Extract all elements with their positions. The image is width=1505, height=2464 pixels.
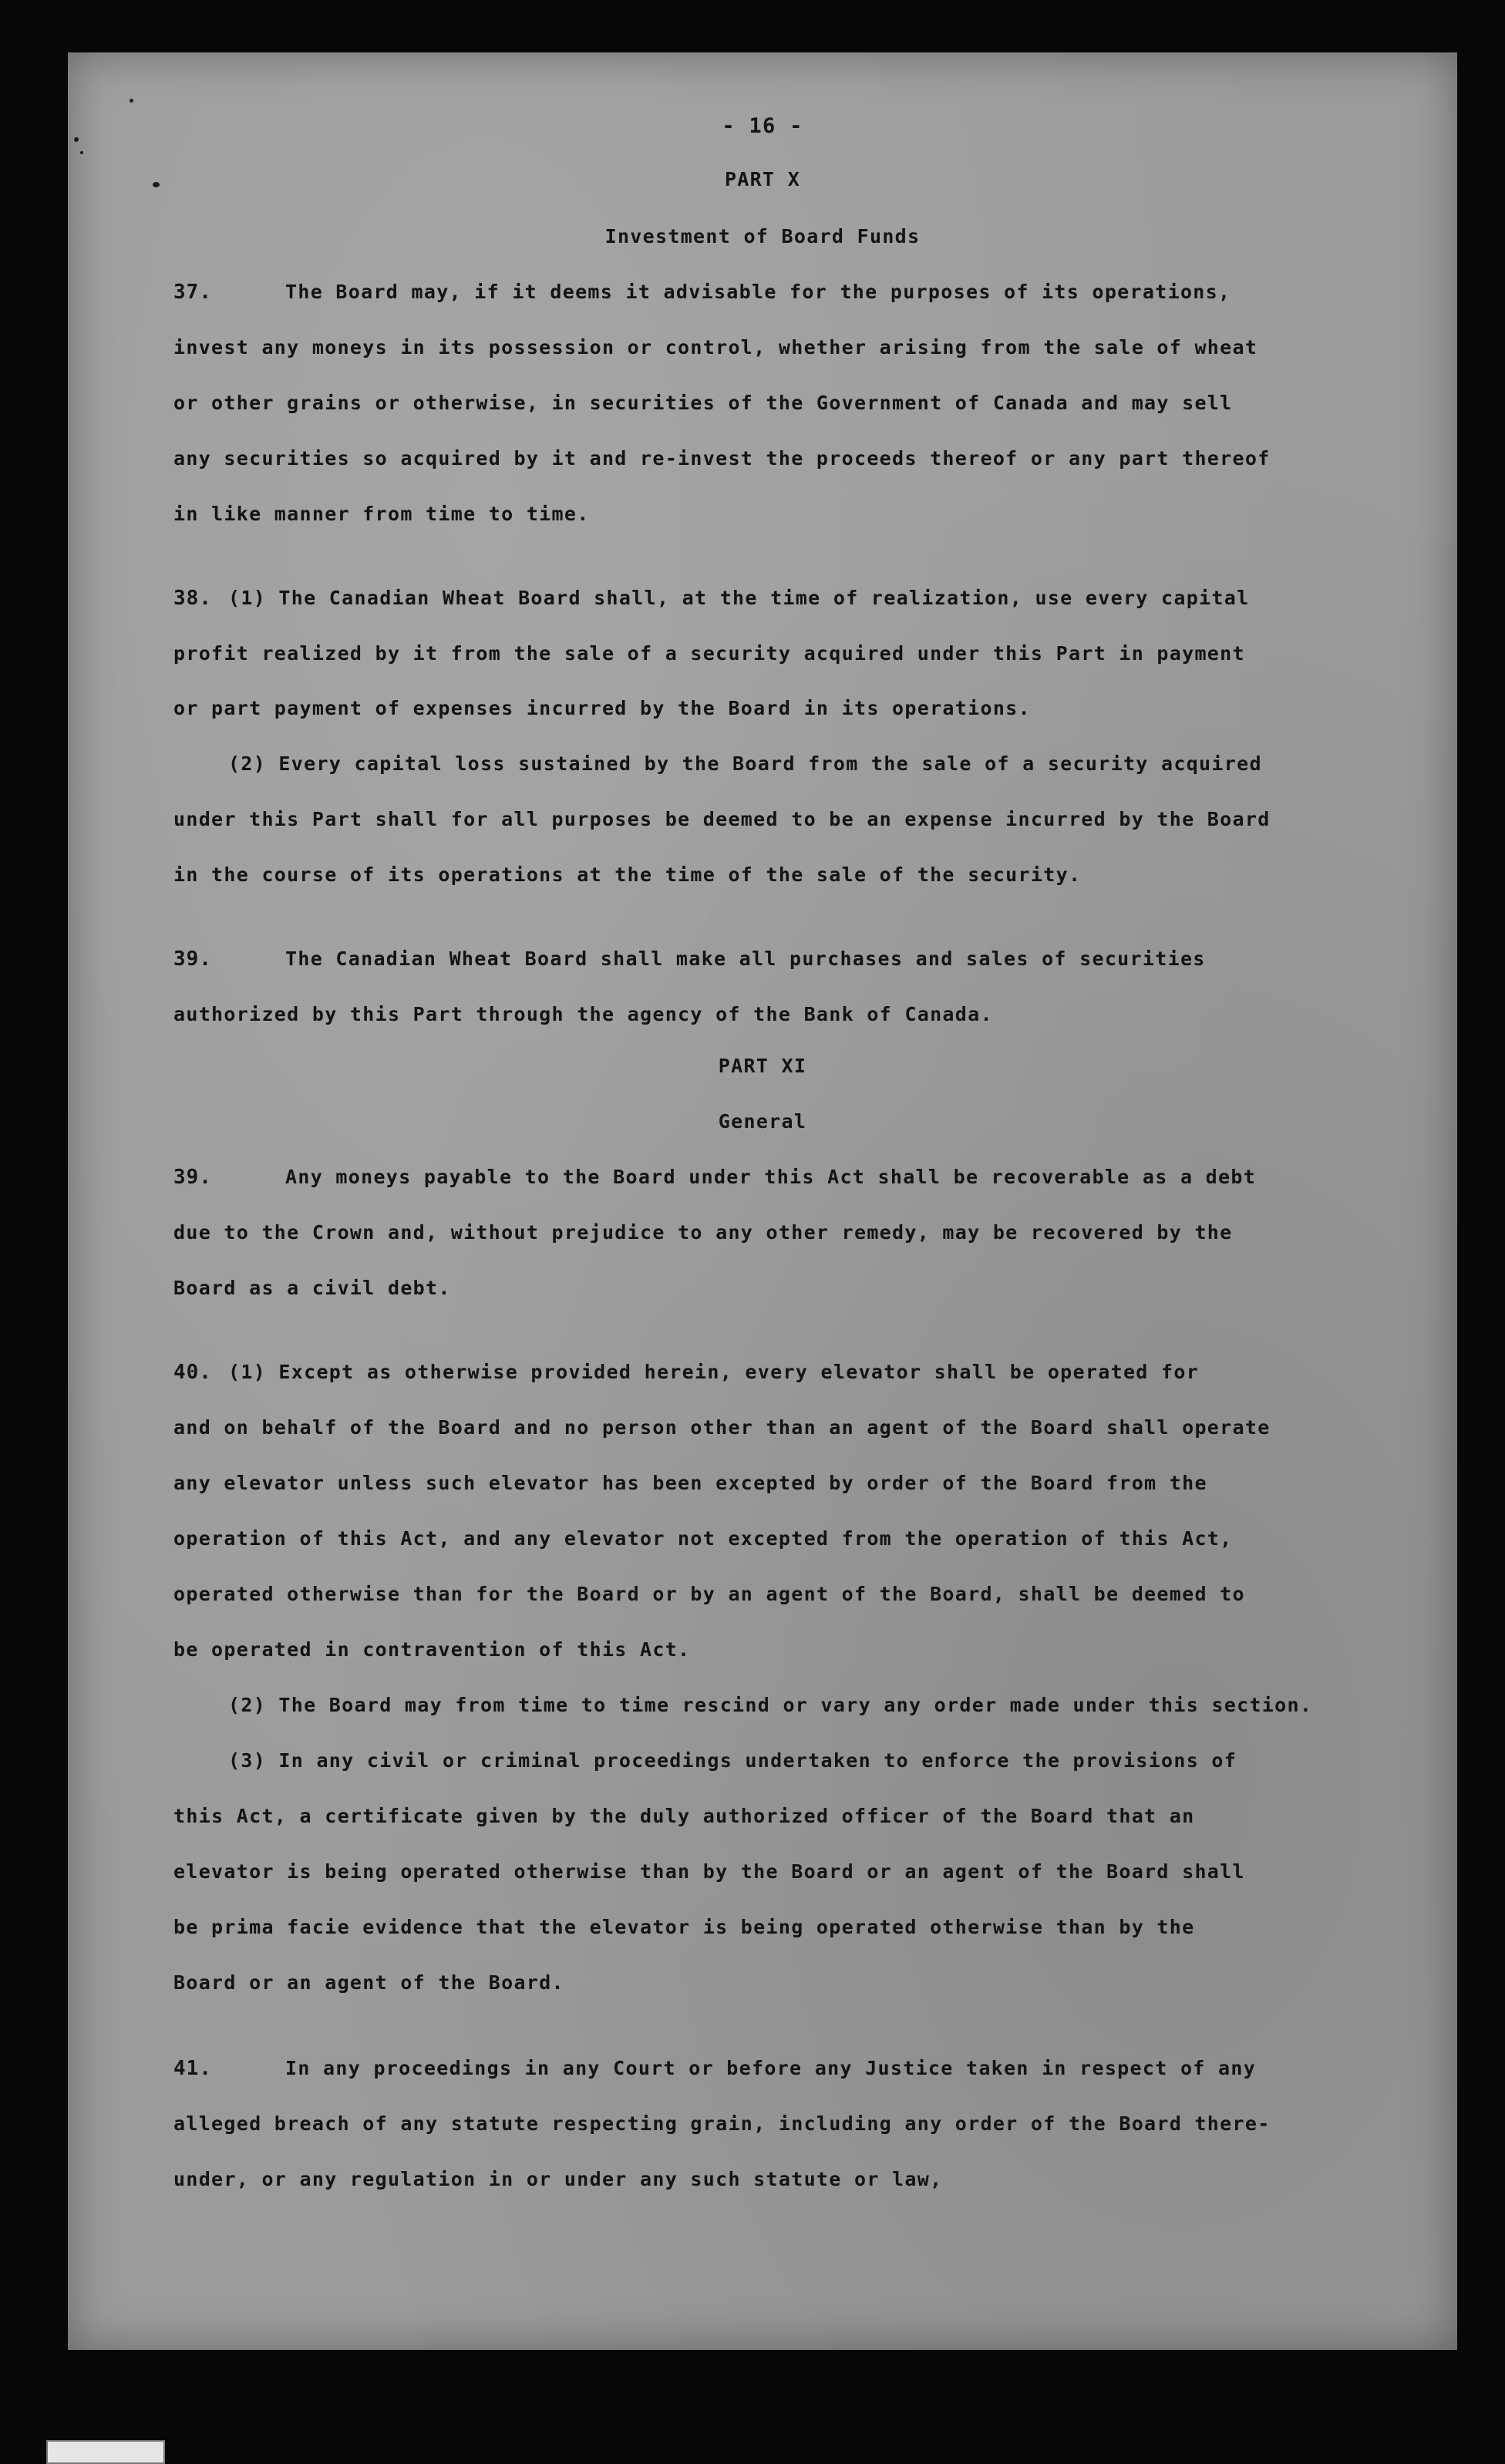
section-40-line: operated otherwise than for the Board or by an agent of the Board, shall be deemed to: [173, 1583, 1245, 1605]
section-37-line: in like manner from time to time.: [173, 503, 590, 525]
section-40-line: and on behalf of the Board and no person other than an agent of the Board shall operate: [173, 1416, 1271, 1439]
section-39b-line: Any moneys payable to the Board under this Act shall be recoverable as a debt: [285, 1166, 1257, 1188]
part-x-subheading: Investment of Board Funds: [604, 225, 921, 247]
scan-speck: [74, 137, 79, 142]
section-40-line: (2) The Board may from time to time rescind or vary any order made under this section.: [228, 1694, 1313, 1716]
section-39b-line: Board as a civil debt.: [173, 1277, 451, 1299]
section-38-number: 38.: [173, 587, 212, 610]
section-39b-line: due to the Crown and, without prejudice to any other remedy, may be recovered by the: [173, 1221, 1233, 1244]
section-38-line: profit realized by it from the sale of a security acquired under this Part in payment: [173, 642, 1245, 665]
section-38-line: under this Part shall for all purposes be deemed to be an expense incurred by the Board: [173, 808, 1271, 830]
section-41-line: In any proceedings in any Court or before any Justice taken in respect of any: [285, 2057, 1257, 2079]
section-40-line: be operated in contravention of this Act.: [173, 1638, 691, 1661]
section-40-line: any elevator unless such elevator has been excepted by order of the Board from the: [173, 1472, 1207, 1494]
part-x-heading: PART X: [724, 168, 801, 190]
section-37-line: The Board may, if it deems it advisable for the purposes of its operations,: [285, 281, 1231, 303]
section-37-number: 37.: [173, 281, 212, 304]
document-page: [68, 52, 1457, 2350]
section-38-line: in the course of its operations at the time of the sale of the security.: [173, 863, 1082, 886]
section-40-line: be prima facie evidence that the elevator is being operated otherwise than by the: [173, 1916, 1195, 1938]
scan-speck: [153, 182, 160, 187]
section-39-line: The Canadian Wheat Board shall make all purchases and sales of securities: [285, 948, 1206, 970]
section-41-line: under, or any regulation in or under any such statute or law,: [173, 2168, 943, 2190]
section-37-line: or other grains or otherwise, in securities of the Government of Canada and may sell: [173, 392, 1233, 414]
section-40-line: (3) In any civil or criminal proceedings undertaken to enforce the provisions of: [228, 1749, 1237, 1772]
section-38-line: (2) Every capital loss sustained by the Board from the sale of a security acquired: [228, 752, 1262, 775]
section-38-line: (1) The Canadian Wheat Board shall, at the time of realization, use every capital: [228, 587, 1250, 609]
scan-speck: [80, 151, 83, 154]
section-40-line: elevator is being operated otherwise than by the Board or an agent of the Board shall: [173, 1860, 1245, 1883]
section-40-line: (1) Except as otherwise provided herein, every elevator shall be operated for: [228, 1361, 1200, 1383]
page-number: - 16 -: [722, 114, 803, 138]
section-40-line: Board or an agent of the Board.: [173, 1971, 564, 1994]
section-40-number: 40.: [173, 1361, 212, 1384]
section-37-line: invest any moneys in its possession or control, whether arising from the sale of wheat: [173, 336, 1258, 358]
section-40-line: this Act, a certificate given by the duly authorized officer of the Board that an: [173, 1805, 1195, 1827]
section-41-number: 41.: [173, 2057, 212, 2080]
part-xi-subheading: General: [718, 1110, 807, 1133]
section-39-number: 39.: [173, 948, 212, 971]
scan-speck: [130, 99, 133, 103]
section-39b-number: 39.: [173, 1166, 212, 1189]
part-xi-heading: PART XI: [718, 1055, 807, 1077]
section-37-line: any securities so acquired by it and re-invest the proceeds thereof or any part thereof: [173, 447, 1271, 470]
film-label-tab: [46, 2440, 165, 2464]
section-38-line: or part payment of expenses incurred by the Board in its operations.: [173, 697, 1031, 719]
section-41-line: alleged breach of any statute respecting grain, including any order of the Board there-: [173, 2112, 1271, 2135]
section-39-line: authorized by this Part through the agency of the Bank of Canada.: [173, 1003, 993, 1025]
section-40-line: operation of this Act, and any elevator not excepted from the operation of this Act,: [173, 1527, 1233, 1550]
